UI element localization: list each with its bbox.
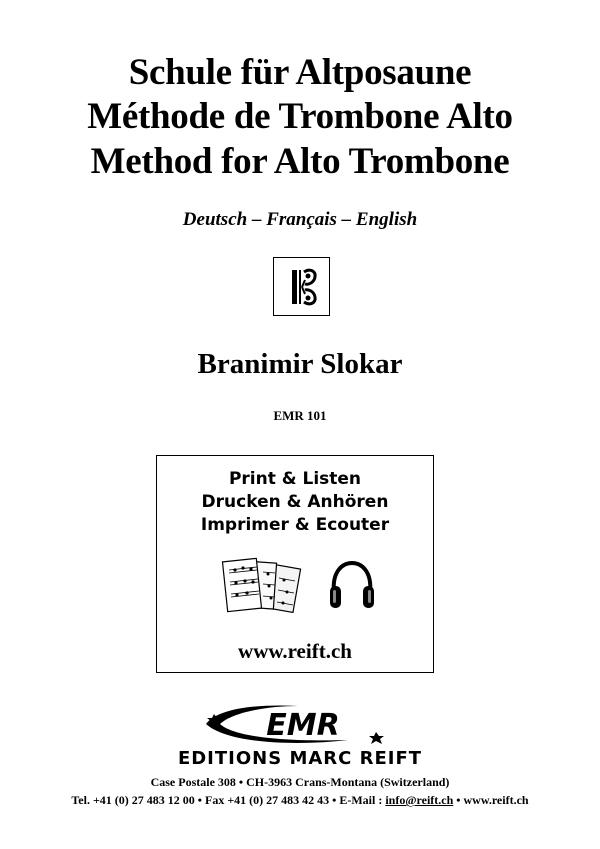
composer-name: Branimir Slokar xyxy=(197,348,403,380)
promo-line-german: Drucken & Anhören xyxy=(201,492,389,512)
promo-line-french: Imprimer & Ecouter xyxy=(200,515,390,535)
publisher-address: Case Postale 308 • CH-3963 Crans-Montana (Switzerland) xyxy=(150,775,450,789)
title-english: Method for Alto Trombone xyxy=(90,141,510,182)
promo-line-english: Print & Listen xyxy=(228,469,362,489)
contact-email-link[interactable]: info@reift.ch xyxy=(385,793,454,807)
clef-box xyxy=(273,257,330,316)
catalog-number: EMR 101 xyxy=(273,408,327,423)
contact-website: • www.reift.ch xyxy=(453,793,529,807)
contact-phone-fax: Tel. +41 (0) 27 483 12 00 • Fax +41 (0) 27 483 42 43 • E-Mail : xyxy=(71,793,386,807)
publisher-name: EDITIONS MARC REIFT xyxy=(177,748,423,769)
title-french: Méthode de Trombone Alto xyxy=(87,96,513,137)
sheet-music-icon xyxy=(221,556,303,620)
headphones-icon xyxy=(327,558,377,614)
title-german: Schule für Altposaune xyxy=(128,52,472,93)
logo-text: EMR xyxy=(266,708,340,743)
emr-logo xyxy=(198,702,398,746)
languages-line: Deutsch – Français – English xyxy=(182,209,418,230)
promo-website-link[interactable]: www.reift.ch xyxy=(238,639,352,663)
alto-clef-icon xyxy=(274,258,329,315)
print-listen-box xyxy=(156,455,434,673)
publisher-contact xyxy=(0,793,600,808)
